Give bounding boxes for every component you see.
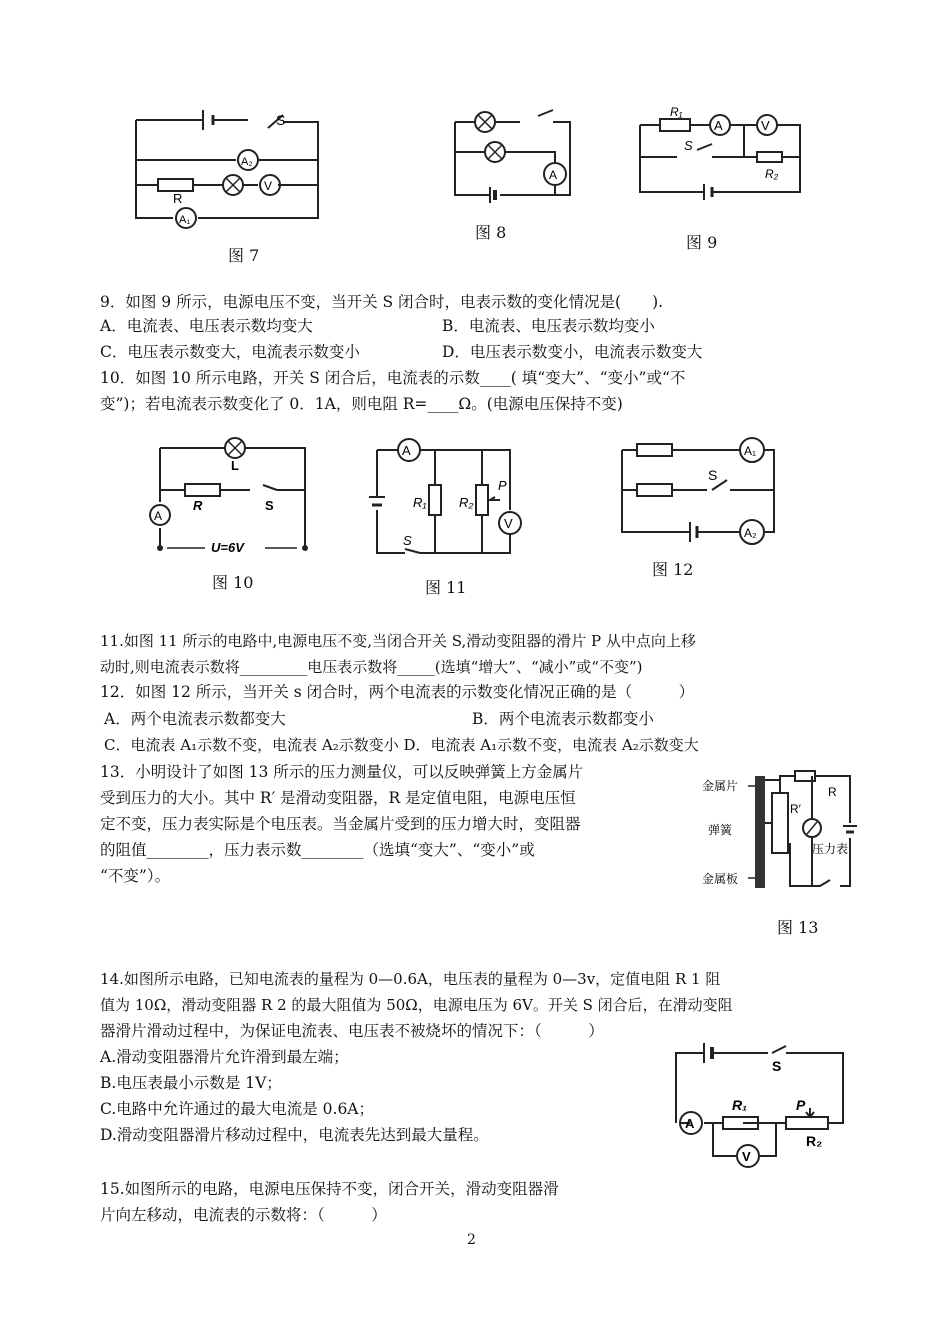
fig12-a2-label: A₂ [744, 526, 757, 540]
fig7-s-label: S [276, 112, 286, 128]
q14-option-c: C.电路中允许通过的最大电流是 0.6A； [100, 1100, 375, 1118]
fig7-a1-label: A₁ [179, 214, 191, 226]
q10-line-1: 10．如图 10 所示电路，开关 S 闭合后，电流表的示数____( 填“变大”、“变小”或“不 [100, 369, 686, 387]
q13-line-5: “不变”）。 [100, 867, 171, 885]
fig7-r-label: R [173, 191, 183, 206]
fig12-a1-label: A₁ [744, 444, 757, 458]
q9-option-a: A．电流表、电压表示数均变大 [100, 317, 313, 335]
q15-line-1: 15.如图所示的电路，电源电压保持不变，闭合开关，滑动变阻器滑 [100, 1180, 559, 1198]
q13-line-2: 受到压力的大小。其中 R′ 是滑动变阻器，R 是定值电阻，电源电压恒 [100, 789, 576, 807]
fig9-r2-label: R₂ [765, 167, 779, 181]
fig14-s-label: S [772, 1058, 782, 1074]
fig9-r1-label: R₁ [670, 105, 683, 119]
fig7-caption: 图 7 [228, 246, 260, 265]
fig14-v-label: V [742, 1149, 751, 1164]
figure-9 [632, 100, 812, 210]
page-number: 2 [467, 1232, 476, 1248]
q15-line-2: 片向左移动，电流表的示数将：（ ） [100, 1206, 387, 1224]
fig7-a2-label: A₂ [241, 156, 253, 168]
fig10-a-label: A [154, 509, 163, 523]
q13-line-1: 13．小明设计了如图 13 所示的压力测量仪，可以反映弹簧上方金属片 [100, 763, 584, 781]
fig10-l-label: L [231, 458, 239, 473]
fig13-spring-label: 弹簧 [708, 823, 733, 837]
figure-14 [668, 1038, 853, 1173]
fig10-r-label: R [193, 498, 203, 513]
fig10-s-label: S [265, 498, 274, 513]
fig8-caption: 图 8 [475, 223, 507, 242]
fig13-metal-plate-label: 金属板 [702, 872, 739, 886]
fig9-v-label: V [761, 118, 770, 133]
q12-options-cd: C．电流表 A₁示数不变，电流表 A₂示数变小 D．电流表 A₁示数不变，电流表 A₂示数变大 [104, 736, 699, 754]
fig13-rprime-label: R′ [790, 802, 801, 816]
fig7-v-label: V [264, 179, 273, 193]
fig9-s-label: S [684, 138, 693, 153]
q9-option-c: C．电压表示数变大，电流表示数变小 [100, 343, 360, 361]
figure-8 [445, 100, 585, 210]
q14-line-1: 14.如图所示电路，已知电流表的量程为 0—0.6A，电压表的量程为 0—3v，定值电阻 R 1 阻 [100, 970, 721, 988]
q13-line-3: 定不变，压力表实际是个电压表。当金属片受到的压力增大时，变阻器 [100, 815, 581, 833]
fig10-u-label: U=6V [211, 540, 244, 555]
figure-13 [700, 768, 865, 898]
fig13-r-label: R [828, 785, 837, 799]
fig11-v-label: V [504, 516, 513, 531]
fig9-caption: 图 9 [686, 233, 718, 252]
figure-10 [145, 430, 320, 565]
q14-option-b: B.电压表最小示数是 1V； [100, 1074, 282, 1092]
q11-line-2: 动时,则电流表示数将_________电压表示数将_____(选填“增大”、“减小”或“不变”) [100, 658, 643, 676]
fig9-a-label: A [714, 118, 723, 133]
q14-line-2: 值为 10Ω，滑动变阻器 R 2 的最大阻值为 50Ω，电源电压为 6V。开关 S 闭合后，在滑动变阻 [100, 996, 733, 1014]
q9-option-d: D．电压表示数变小，电流表示数变大 [442, 343, 703, 361]
figure-11 [365, 435, 530, 565]
fig11-s-label: S [403, 533, 412, 548]
q9-stem: 9．如图 9 所示，电源电压不变，当开关 S 闭合时，电表示数的变化情况是( ). [100, 293, 664, 311]
fig11-caption: 图 11 [425, 578, 467, 597]
q13-line-4: 的阻值________，压力表示数________（选填“变大”、“变小”或 [100, 841, 535, 859]
fig14-r1-label: R₁ [732, 1097, 748, 1113]
fig13-caption: 图 13 [777, 918, 819, 937]
fig11-r1-label: R₁ [413, 495, 427, 510]
figure-7 [118, 100, 328, 240]
fig14-a-label: A [685, 1116, 695, 1131]
fig11-a-label: A [402, 443, 411, 458]
q14-line-3: 器滑片滑动过程中，为保证电流表、电压表不被烧坏的情况下：（ ） [100, 1022, 604, 1040]
fig12-s-label: S [708, 467, 718, 483]
fig12-caption: 图 12 [652, 560, 694, 579]
fig14-p-label: P [796, 1097, 806, 1113]
fig13-metal-top-label: 金属片 [702, 779, 739, 793]
fig11-r2-label: R₂ [459, 495, 474, 510]
q10-line-2: 变”)；若电流表示数变化了 0．1A，则电阻 R=____Ω。(电源电压保持不变) [100, 395, 623, 413]
fig8-a-label: A [549, 168, 558, 182]
fig11-p-label: P [498, 478, 507, 493]
q11-line-1: 11.如图 11 所示的电路中,电源电压不变,当闭合开关 S,滑动变阻器的滑片 P 从中点向上移 [100, 632, 696, 650]
q14-option-d: D.滑动变阻器滑片移动过程中，电流表先达到最大量程。 [100, 1126, 489, 1144]
q14-option-a: A.滑动变阻器滑片允许滑到最左端； [100, 1048, 349, 1066]
q12-option-b: B．两个电流表示数都变小 [472, 710, 654, 728]
fig13-meter-label: 压力表 [812, 842, 849, 856]
q12-option-a: A．两个电流表示数都变大 [104, 710, 286, 728]
q12-stem: 12．如图 12 所示，当开关 s 闭合时，两个电流表的示数变化情况正确的是（ ） [100, 683, 695, 701]
fig14-r2-label: R₂ [806, 1133, 823, 1149]
fig10-caption: 图 10 [212, 573, 254, 592]
q9-option-b: B．电流表、电压表示数均变小 [442, 317, 655, 335]
figure-12 [612, 432, 787, 552]
